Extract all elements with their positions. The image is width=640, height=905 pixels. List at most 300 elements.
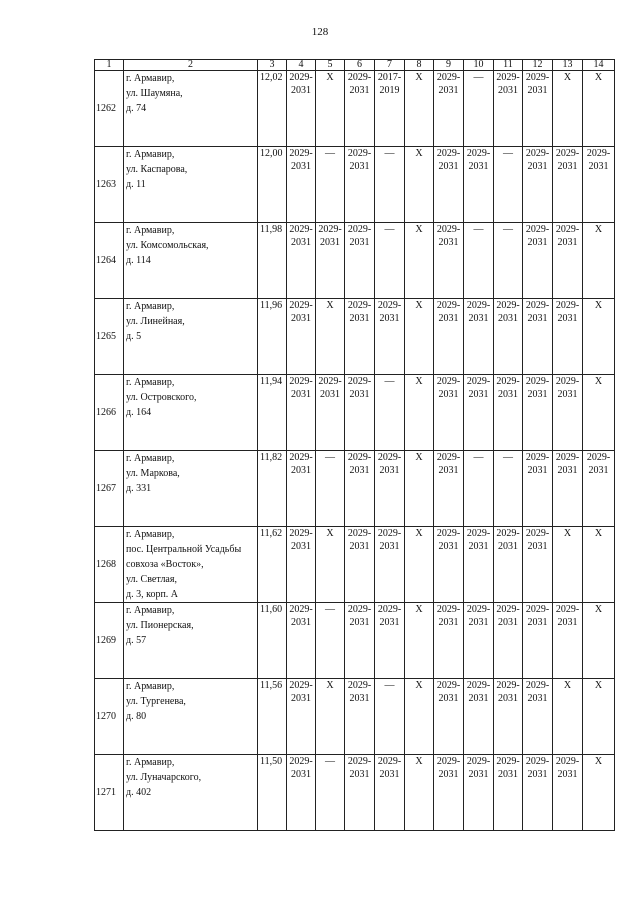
schedule-cell-text: 2031 bbox=[588, 465, 609, 476]
schedule-cell-text: 2029- bbox=[318, 376, 342, 387]
schedule-cell bbox=[583, 679, 615, 755]
schedule-cell bbox=[464, 527, 494, 603]
schedule-cell-text: 2029- bbox=[347, 224, 372, 235]
column-header-2: 2 bbox=[124, 60, 258, 71]
schedule-cell-text: Х bbox=[594, 72, 603, 83]
schedule-cell-text: 2031 bbox=[557, 769, 578, 780]
address-line: г. Армавир, bbox=[126, 453, 175, 464]
address-line: д. 402 bbox=[126, 787, 152, 798]
schedule-cell bbox=[494, 147, 523, 223]
schedule-cell-text: 2031 bbox=[349, 769, 370, 780]
schedule-cell-text: 2031 bbox=[349, 693, 370, 704]
schedule-cell-text: Х bbox=[594, 528, 603, 539]
schedule-cell-text: 2029- bbox=[436, 72, 461, 83]
schedule-cell-text: 2029- bbox=[436, 604, 461, 615]
schedule-cell bbox=[405, 603, 434, 679]
schedule-cell-text: 2031 bbox=[498, 541, 518, 552]
schedule-cell bbox=[464, 147, 494, 223]
schedule-cell bbox=[494, 299, 523, 375]
column-header-11: 11 bbox=[494, 60, 523, 71]
table-row bbox=[95, 147, 615, 223]
schedule-cell bbox=[583, 755, 615, 831]
address-line: ул. Пионерская, bbox=[126, 620, 194, 631]
address-line: д. 80 bbox=[126, 711, 147, 722]
schedule-cell-text: 2029- bbox=[525, 452, 550, 463]
schedule-cell-text: 2031 bbox=[291, 769, 311, 780]
schedule-cell-text: 2029- bbox=[525, 604, 550, 615]
column-header-10: 10 bbox=[464, 60, 494, 71]
schedule-cell bbox=[553, 679, 583, 755]
schedule-cell-text: 2029- bbox=[525, 148, 550, 159]
schedule-cell bbox=[583, 375, 615, 451]
schedule-cell bbox=[316, 71, 345, 147]
area-cell: 12,02 bbox=[258, 71, 287, 147]
address-cell bbox=[124, 527, 258, 603]
address-line: г. Армавир, bbox=[126, 73, 175, 84]
schedule-cell bbox=[345, 71, 375, 147]
schedule-cell bbox=[583, 147, 615, 223]
schedule-cell-text: 2029- bbox=[289, 72, 313, 83]
schedule-cell-text: 2029- bbox=[377, 604, 402, 615]
schedule-cell bbox=[553, 603, 583, 679]
schedule-cell-text: 2029- bbox=[289, 528, 313, 539]
schedule-cell bbox=[464, 451, 494, 527]
schedule-cell-text: 2031 bbox=[438, 237, 459, 248]
schedule-cell-text: — bbox=[384, 148, 395, 159]
schedule-cell bbox=[405, 527, 434, 603]
schedule-cell-text: 2031 bbox=[557, 161, 578, 172]
schedule-cell-text: 2029- bbox=[347, 148, 372, 159]
schedule-cell-text: — bbox=[473, 224, 484, 235]
schedule-cell bbox=[464, 71, 494, 147]
address-cell bbox=[124, 755, 258, 831]
address-line: г. Армавир, bbox=[126, 605, 175, 616]
schedule-cell bbox=[464, 679, 494, 755]
schedule-cell-text: Х bbox=[594, 300, 603, 311]
schedule-cell-text: 2029- bbox=[347, 604, 372, 615]
schedule-cell bbox=[375, 603, 405, 679]
schedule-cell-text: 2029- bbox=[436, 528, 461, 539]
schedule-cell-text: 2029- bbox=[289, 680, 313, 691]
schedule-cell-text: 2029- bbox=[318, 224, 342, 235]
schedule-cell bbox=[553, 299, 583, 375]
column-header-9: 9 bbox=[434, 60, 464, 71]
area-cell: 11,82 bbox=[258, 451, 287, 527]
schedule-cell-text: 2031 bbox=[527, 85, 548, 96]
schedule-cell-text: 2029- bbox=[555, 148, 580, 159]
schedule-cell bbox=[434, 299, 464, 375]
schedule-cell bbox=[287, 755, 316, 831]
schedule-cell-text: 2029- bbox=[586, 452, 611, 463]
schedule-cell bbox=[434, 679, 464, 755]
schedule-cell-text: 2029- bbox=[436, 452, 461, 463]
schedule-cell-text: — bbox=[384, 376, 395, 387]
address-line: д. 74 bbox=[126, 103, 147, 114]
column-header-3: 3 bbox=[258, 60, 287, 71]
schedule-cell-text: 2029- bbox=[347, 376, 372, 387]
address-line: д. 57 bbox=[126, 635, 147, 646]
row-number: 1266 bbox=[95, 375, 124, 451]
schedule-cell-text: 2029- bbox=[525, 72, 550, 83]
row-number: 1270 bbox=[95, 679, 124, 755]
schedule-cell-text: 2029- bbox=[436, 680, 461, 691]
schedule-cell bbox=[287, 603, 316, 679]
schedule-cell-text: Х bbox=[326, 300, 334, 311]
schedule-cell bbox=[523, 679, 553, 755]
address-line: г. Армавир, bbox=[126, 377, 175, 388]
schedule-cell bbox=[583, 451, 615, 527]
schedule-cell bbox=[345, 603, 375, 679]
schedule-cell bbox=[405, 299, 434, 375]
schedule-cell bbox=[434, 71, 464, 147]
schedule-cell bbox=[405, 679, 434, 755]
schedule-cell bbox=[375, 451, 405, 527]
address-line: ул. Светлая, bbox=[126, 574, 177, 585]
row-number: 1268 bbox=[95, 527, 124, 603]
schedule-cell-text: 2029- bbox=[525, 300, 550, 311]
schedule-cell bbox=[494, 603, 523, 679]
column-header-8: 8 bbox=[405, 60, 434, 71]
table-row bbox=[95, 223, 615, 299]
schedule-cell bbox=[405, 147, 434, 223]
schedule-cell-text: 2029- bbox=[555, 224, 580, 235]
schedule-cell bbox=[583, 71, 615, 147]
address-cell bbox=[124, 71, 258, 147]
schedule-cell bbox=[434, 451, 464, 527]
schedule-cell bbox=[464, 223, 494, 299]
schedule-cell bbox=[345, 451, 375, 527]
row-number: 1265 bbox=[95, 299, 124, 375]
schedule-cell-text: 2029- bbox=[377, 300, 402, 311]
schedule-cell-text: — bbox=[325, 604, 335, 615]
schedule-cell-text: 2031 bbox=[527, 161, 548, 172]
address-line: г. Армавир, bbox=[126, 529, 175, 540]
address-cell bbox=[124, 451, 258, 527]
address-line: д. 11 bbox=[126, 179, 146, 190]
schedule-cell bbox=[345, 147, 375, 223]
schedule-cell-text: 2029- bbox=[436, 224, 461, 235]
schedule-cell bbox=[405, 71, 434, 147]
schedule-cell-text: 2029- bbox=[289, 604, 313, 615]
schedule-cell-text: 2031 bbox=[498, 85, 518, 96]
schedule-cell bbox=[316, 223, 345, 299]
schedule-cell bbox=[345, 375, 375, 451]
schedule-cell-text: Х bbox=[594, 756, 603, 767]
schedule-cell-text: 2031 bbox=[438, 389, 459, 400]
schedule-cell-text: 2031 bbox=[498, 313, 518, 324]
schedule-cell bbox=[287, 299, 316, 375]
address-cell bbox=[124, 147, 258, 223]
address-line: ул. Тургенева, bbox=[126, 696, 186, 707]
schedule-cell-text: Х bbox=[415, 72, 423, 83]
schedule-cell bbox=[287, 527, 316, 603]
schedule-cell-text: 2031 bbox=[291, 237, 311, 248]
schedule-cell-text: 2031 bbox=[349, 85, 370, 96]
schedule-cell-text: Х bbox=[326, 680, 334, 691]
schedule-cell bbox=[583, 223, 615, 299]
schedule-cell-text: 2031 bbox=[291, 313, 311, 324]
schedule-cell-text: Х bbox=[415, 452, 423, 463]
schedule-cell-text: 2031 bbox=[438, 465, 459, 476]
schedule-cell bbox=[553, 755, 583, 831]
schedule-cell-text: 2029- bbox=[289, 300, 313, 311]
schedule-cell-text: 2031 bbox=[438, 313, 459, 324]
schedule-cell-text: — bbox=[325, 148, 335, 159]
schedule-cell-text: Х bbox=[415, 604, 423, 615]
schedule-cell-text: 2031 bbox=[349, 617, 370, 628]
schedule-cell-text: 2031 bbox=[379, 541, 400, 552]
schedule-cell-text: Х bbox=[415, 300, 423, 311]
schedule-cell-text: 2031 bbox=[349, 389, 370, 400]
schedule-cell bbox=[434, 527, 464, 603]
schedule-cell bbox=[375, 755, 405, 831]
schedule-cell-text: 2031 bbox=[349, 161, 370, 172]
schedule-cell-text: 2031 bbox=[468, 541, 489, 552]
table-row bbox=[95, 451, 615, 527]
schedule-cell-text: 2031 bbox=[527, 237, 548, 248]
schedule-cell-text: 2031 bbox=[379, 769, 400, 780]
schedule-cell-text: 2029- bbox=[377, 528, 402, 539]
table-row bbox=[95, 679, 615, 755]
schedule-cell-text: 2031 bbox=[291, 541, 311, 552]
schedule-cell-text: Х bbox=[415, 528, 423, 539]
schedule-cell bbox=[523, 223, 553, 299]
schedule-cell-text: 2031 bbox=[438, 769, 459, 780]
schedule-cell-text: 2029- bbox=[289, 148, 313, 159]
address-line: д. 5 bbox=[126, 331, 142, 342]
schedule-cell bbox=[553, 223, 583, 299]
schedule-cell bbox=[375, 147, 405, 223]
schedule-cell bbox=[287, 451, 316, 527]
schedule-cell-text: — bbox=[325, 756, 335, 767]
table-row bbox=[95, 755, 615, 831]
address-line: д. 3, корп. А bbox=[126, 589, 179, 600]
page-number: 128 bbox=[311, 26, 329, 38]
schedule-cell-text: 2029- bbox=[496, 680, 520, 691]
area-cell: 11,62 bbox=[258, 527, 287, 603]
schedule-cell bbox=[583, 527, 615, 603]
schedule-cell-text: 2031 bbox=[438, 617, 459, 628]
schedule-cell bbox=[494, 451, 523, 527]
schedule-cell bbox=[345, 223, 375, 299]
address-line: г. Армавир, bbox=[126, 225, 175, 236]
schedule-cell bbox=[287, 223, 316, 299]
row-number: 1262 bbox=[95, 71, 124, 147]
schedule-cell-text: 2031 bbox=[291, 389, 311, 400]
schedule-cell-text: 2031 bbox=[557, 237, 578, 248]
schedule-cell bbox=[464, 375, 494, 451]
address-line: г. Армавир, bbox=[126, 149, 175, 160]
address-cell bbox=[124, 603, 258, 679]
schedule-cell-text: 2029- bbox=[555, 604, 580, 615]
schedule-cell bbox=[494, 71, 523, 147]
schedule-cell bbox=[405, 755, 434, 831]
schedule-cell bbox=[434, 147, 464, 223]
column-number-header-row bbox=[95, 60, 615, 71]
schedule-cell-text: 2029- bbox=[525, 680, 550, 691]
table-row bbox=[95, 299, 615, 375]
schedule-cell bbox=[523, 451, 553, 527]
schedule-cell-text: 2029- bbox=[289, 452, 313, 463]
address-line: ул. Маркова, bbox=[126, 468, 180, 479]
schedule-cell-text: 2029- bbox=[436, 756, 461, 767]
schedule-cell-text: 2031 bbox=[527, 769, 548, 780]
schedule-cell-text: — bbox=[384, 680, 395, 691]
schedule-cell-text: 2031 bbox=[557, 617, 578, 628]
schedule-cell bbox=[494, 375, 523, 451]
address-line: ул. Островского, bbox=[126, 392, 197, 403]
schedule-cell-text: 2029- bbox=[347, 756, 372, 767]
address-line: ул. Комсомольская, bbox=[126, 240, 209, 251]
area-cell: 11,60 bbox=[258, 603, 287, 679]
schedule-cell bbox=[287, 679, 316, 755]
schedule-cell-text: Х bbox=[326, 72, 334, 83]
schedule-cell-text: 2019 bbox=[379, 85, 400, 96]
schedule-cell-text: 2031 bbox=[527, 693, 548, 704]
schedule-cell-text: 2029- bbox=[525, 756, 550, 767]
schedule-cell-text: — bbox=[325, 452, 335, 463]
schedule-cell-text: 2029- bbox=[496, 528, 520, 539]
schedule-cell-text: 2029- bbox=[466, 148, 491, 159]
schedule-cell bbox=[494, 755, 523, 831]
schedule-cell-text: 2029- bbox=[586, 148, 611, 159]
area-cell: 11,98 bbox=[258, 223, 287, 299]
schedule-cell bbox=[583, 603, 615, 679]
address-line: г. Армавир, bbox=[126, 757, 175, 768]
schedule-cell bbox=[287, 375, 316, 451]
address-line: ул. Шаумяна, bbox=[126, 88, 183, 99]
column-header-1: 1 bbox=[95, 60, 124, 71]
address-cell bbox=[124, 679, 258, 755]
column-header-13: 13 bbox=[553, 60, 583, 71]
area-cell: 11,50 bbox=[258, 755, 287, 831]
row-number: 1263 bbox=[95, 147, 124, 223]
address-line: д. 331 bbox=[126, 483, 152, 494]
schedule-cell-text: 2029- bbox=[496, 376, 520, 387]
schedule-cell bbox=[375, 71, 405, 147]
schedule-cell-text: Х bbox=[563, 528, 572, 539]
schedule-cell-text: 2029- bbox=[347, 452, 372, 463]
schedule-cell-text: 2031 bbox=[438, 541, 459, 552]
schedule-cell-text: 2031 bbox=[468, 769, 489, 780]
schedule-cell-text: 2031 bbox=[557, 313, 578, 324]
schedule-cell bbox=[287, 147, 316, 223]
schedule-cell bbox=[523, 375, 553, 451]
schedule-cell-text: 2029- bbox=[555, 300, 580, 311]
schedule-cell bbox=[345, 755, 375, 831]
schedule-cell bbox=[523, 603, 553, 679]
schedule-cell bbox=[375, 527, 405, 603]
schedule-cell-text: 2029- bbox=[436, 376, 461, 387]
schedule-cell-text: 2031 bbox=[527, 617, 548, 628]
schedule-cell-text: 2031 bbox=[468, 313, 489, 324]
schedule-cell-text: 2031 bbox=[527, 541, 548, 552]
schedule-cell bbox=[345, 679, 375, 755]
area-cell: 11,94 bbox=[258, 375, 287, 451]
schedule-cell-text: 2031 bbox=[588, 161, 609, 172]
schedule-cell bbox=[494, 679, 523, 755]
schedule-cell-text: Х bbox=[563, 680, 572, 691]
schedule-cell-text: 2029- bbox=[289, 756, 313, 767]
schedule-cell-text: 2031 bbox=[498, 617, 518, 628]
schedule-cell-text: 2029- bbox=[555, 452, 580, 463]
schedule-cell-text: 2029- bbox=[496, 756, 520, 767]
table-row bbox=[95, 375, 615, 451]
schedule-cell-text: 2031 bbox=[438, 85, 459, 96]
schedule-cell-text: Х bbox=[415, 224, 423, 235]
column-header-7: 7 bbox=[375, 60, 405, 71]
schedule-cell-text: Х bbox=[326, 528, 334, 539]
schedule-cell-text: 2029- bbox=[289, 224, 313, 235]
schedule-cell-text: 2031 bbox=[468, 693, 489, 704]
schedule-cell-text: 2031 bbox=[291, 617, 311, 628]
schedule-cell bbox=[523, 71, 553, 147]
area-cell: 12,00 bbox=[258, 147, 287, 223]
schedule-cell-text: 2029- bbox=[466, 604, 491, 615]
schedule-cell-text: 2031 bbox=[468, 161, 489, 172]
schedule-cell-text: 2031 bbox=[438, 693, 459, 704]
schedule-cell-text: — bbox=[473, 452, 484, 463]
schedule-cell-text: 2031 bbox=[527, 389, 548, 400]
schedule-cell bbox=[405, 451, 434, 527]
schedule-cell-text: 2029- bbox=[466, 756, 491, 767]
address-cell bbox=[124, 375, 258, 451]
address-cell bbox=[124, 299, 258, 375]
column-header-14: 14 bbox=[583, 60, 615, 71]
address-line: пос. Центральной Усадьбы bbox=[126, 544, 242, 555]
schedule-cell bbox=[434, 603, 464, 679]
schedule-cell-text: 2031 bbox=[557, 465, 578, 476]
address-line: д. 164 bbox=[126, 407, 152, 418]
schedule-cell-text: 2029- bbox=[525, 376, 550, 387]
schedule-cell-text: 2029- bbox=[466, 300, 491, 311]
schedule-cell-text: 2031 bbox=[498, 769, 518, 780]
schedule-cell bbox=[464, 299, 494, 375]
schedule-cell-text: 2029- bbox=[436, 148, 461, 159]
schedule-cell-text: 2029- bbox=[525, 224, 550, 235]
schedule-cell-text: Х bbox=[594, 376, 603, 387]
schedule-cell bbox=[464, 755, 494, 831]
table-row bbox=[95, 527, 615, 603]
schedule-cell-text: Х bbox=[415, 148, 423, 159]
schedule-cell bbox=[375, 299, 405, 375]
schedule-cell-text: 2029- bbox=[555, 756, 580, 767]
schedule-cell bbox=[494, 223, 523, 299]
schedule-cell-text: 2031 bbox=[379, 617, 400, 628]
column-header-6: 6 bbox=[345, 60, 375, 71]
schedule-cell bbox=[345, 527, 375, 603]
schedule-cell-text: 2029- bbox=[496, 300, 520, 311]
schedule-cell-text: 2029- bbox=[466, 528, 491, 539]
schedule-cell-text: Х bbox=[415, 376, 423, 387]
schedule-cell bbox=[287, 71, 316, 147]
schedule-cell bbox=[405, 223, 434, 299]
address-line: г. Армавир, bbox=[126, 301, 175, 312]
schedule-cell-text: 2031 bbox=[291, 161, 311, 172]
schedule-cell bbox=[375, 223, 405, 299]
schedule-cell bbox=[553, 451, 583, 527]
schedule-cell-text: 2031 bbox=[291, 693, 311, 704]
schedule-cell bbox=[316, 375, 345, 451]
schedule-cell bbox=[316, 147, 345, 223]
schedule-cell-text: 2031 bbox=[557, 389, 578, 400]
schedule-cell bbox=[434, 375, 464, 451]
address-line: совхоза «Восток», bbox=[126, 559, 204, 570]
schedule-cell-text: 2029- bbox=[496, 72, 520, 83]
schedule-cell bbox=[316, 679, 345, 755]
schedule-cell-text: 2031 bbox=[379, 313, 400, 324]
schedule-cell bbox=[494, 527, 523, 603]
